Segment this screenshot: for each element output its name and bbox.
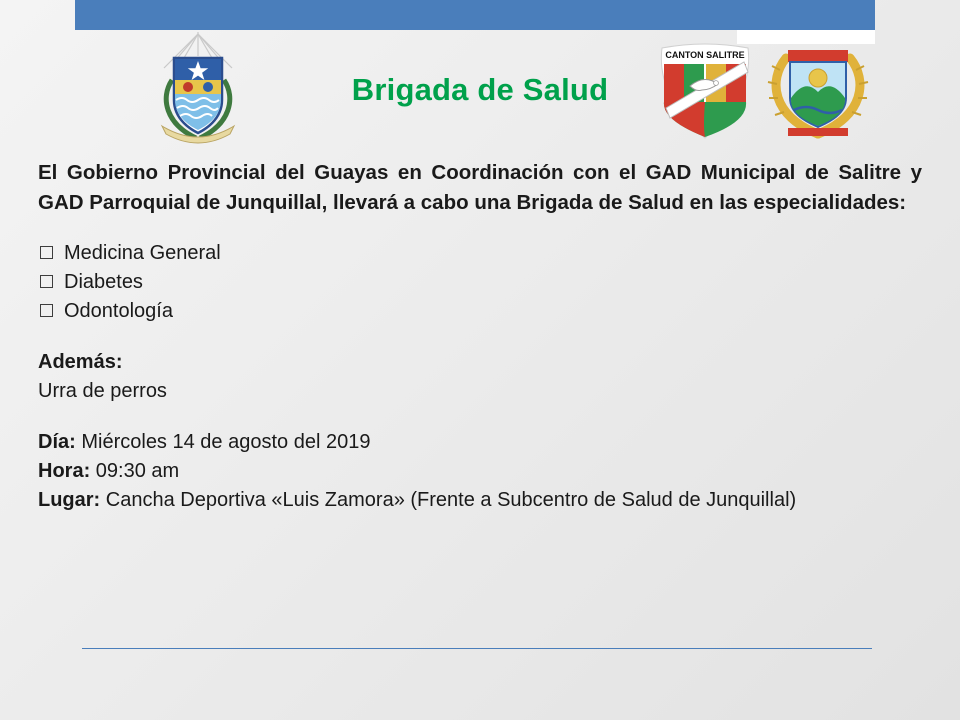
escudo-canton-salitre-icon (650, 42, 760, 142)
detail-lugar-label: Lugar: (38, 489, 101, 512)
detail-lugar-value: Cancha Deportiva «Luis Zamora» (Frente a Subcentro de Salud de Junquillal) (105, 489, 797, 512)
escudo-junquillal-icon (762, 40, 874, 140)
detail-hora-label: Hora: (38, 460, 91, 483)
slide-body (38, 158, 922, 515)
svg-text:CANTON SALITRE: CANTON SALITRE (665, 50, 745, 60)
bottom-divider (82, 648, 872, 649)
detail-hora (38, 457, 922, 486)
detail-dia (38, 428, 922, 457)
checkbox-bullet-icon (40, 275, 53, 288)
escudo-guayas-icon (152, 28, 244, 146)
list-item-label: Odontología (64, 300, 173, 323)
list-item-label: Diabetes (64, 271, 143, 294)
checkbox-bullet-icon (40, 304, 53, 317)
intro-paragraph: El Gobierno Provincial del Guayas en Coordinación con el GAD Municipal de Salitre y GAD Parroquial de Junquillal, llevará a cabo una Brigada de Salud en las especialidades: (38, 161, 922, 214)
page-title: Brigada de Salud (351, 72, 609, 107)
extra-label-text: Además: (38, 351, 123, 374)
list-item (38, 239, 922, 268)
top-accent-bar-right (737, 0, 875, 30)
detail-dia-value: Miércoles 14 de agosto del 2019 (81, 431, 371, 454)
specialties-list (38, 239, 922, 326)
detail-lugar (38, 486, 922, 515)
detail-dia-label: Día: (38, 431, 76, 454)
list-item-label: Medicina General (64, 242, 221, 265)
extra-value: Urra de perros (38, 380, 167, 403)
list-item (38, 268, 922, 297)
extra-label (38, 348, 922, 377)
detail-hora-value: 09:30 am (95, 460, 180, 483)
list-item (38, 297, 922, 326)
checkbox-bullet-icon (40, 246, 53, 259)
